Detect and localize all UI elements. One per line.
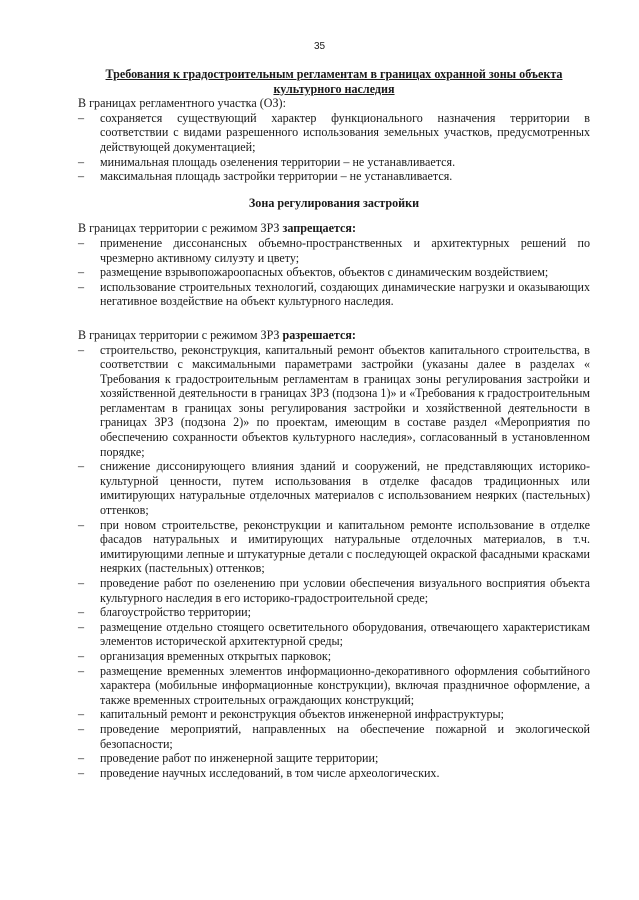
dash-bullet: – <box>78 517 85 532</box>
dash-bullet: – <box>78 619 85 634</box>
dash-bullet: – <box>78 235 85 250</box>
list-item: – размещение отдельно стоящего осветительного оборудования, отвечающего характеристикам элементов исторической архитектурной среды; <box>78 619 590 649</box>
dash-bullet: – <box>78 721 85 736</box>
dash-bullet: – <box>78 751 85 766</box>
allowed-list <box>78 343 590 781</box>
dash-bullet: – <box>78 265 85 280</box>
list-item: – строительство, реконструкция, капитальный ремонт объектов капитального строительства, в соответствии с максимальными параметрами застройки (указаны далее в разделах « Требования к градостроительным регламентам в границах зоны регулирования застройки и хозяйственной деятельности в границах ЗРЗ (подзона 1)» и «Требования к градостроительным регламентам в границах зоны регулирования застройки и хозяйственной деятельности в границах ЗРЗ (подзона 2)» по проектам, имеющим в составе раздел «Мероприятия по обеспечению сохранности объектов культурного наследия», согласованный в установленном порядке; <box>78 342 590 459</box>
list-item: – использование строительных технологий, создающих динамические нагрузки и оказывающих негативное воздействие на объект культурного наследия. <box>78 279 590 309</box>
list-item: – сохраняется существующий характер функционального назначения территории в соответствии с видами разрешенного использования земельных участков, предусмотренных действующей документацией; <box>78 110 590 154</box>
zone-heading: Зона регулирования застройки <box>248 195 420 210</box>
dash-bullet: – <box>78 169 85 184</box>
dash-bullet: – <box>78 459 85 474</box>
prohibited-intro: В границах территории с режимом ЗРЗ запрещается: <box>78 221 356 236</box>
list-item: – при новом строительстве, реконструкции и капитальном ремонте использование в отделке фасадов натуральных и имитирующих натуральные отделочных материалов, в т.ч. имитирующими лепные и штукатурные детали с последующей окраской фасадными красками неярких (пастельных) оттенков; <box>78 517 590 576</box>
list-item: – минимальная площадь озеленения территории – не устанавливается. <box>78 154 456 169</box>
list-item: – размещение временных элементов информационно-декоративного оформления событийного характера (мобильные информационные конструкции), включая праздничное оформление, а также временных строительных ограждающих конструкций; <box>78 663 590 707</box>
list-item: – проведение мероприятий, направленных на обеспечение пожарной и экологической безопасности; <box>78 721 590 751</box>
allowed-intro: В границах территории с режимом ЗРЗ разрешается: <box>78 327 356 342</box>
oz-requirements-list <box>78 111 590 184</box>
list-item: – организация временных открытых парковок; <box>78 648 332 663</box>
list-item: – размещение взрывопожароопасных объектов, объектов с динамическим воздействием; <box>78 265 549 280</box>
dash-bullet: – <box>78 605 85 620</box>
list-item: – благоустройство территории; <box>78 605 252 620</box>
dash-bullet: – <box>78 663 85 678</box>
allowed-keyword: разрешается: <box>282 327 356 342</box>
list-item: – снижение диссонирующего влияния зданий и сооружений, не представляющих историко-культурной ценности, путем использования в отделке фасадов традиционных или имитирующих натуральные отделочных материалов с использованием неярких (пастельных) оттенков; <box>78 459 590 518</box>
list-item: – проведение научных исследований, в том числе археологических. <box>78 765 440 780</box>
list-item: – капитальный ремонт и реконструкция объектов инженерной инфраструктуры; <box>78 707 505 722</box>
dash-bullet: – <box>78 576 85 590</box>
list-item: – максимальная площадь застройки территории – не устанавливается. <box>78 169 453 184</box>
dash-bullet: – <box>78 765 85 780</box>
oz-intro: В границах регламентного участка (ОЗ): <box>78 96 286 111</box>
dash-bullet: – <box>78 648 85 663</box>
list-item: – применение диссонансных объемно-пространственных и архитектурных решений по чрезмерно активному силуэту и цвету; <box>78 235 590 265</box>
dash-bullet: – <box>78 110 85 125</box>
dash-bullet: – <box>78 279 85 294</box>
page-number: 35 <box>313 41 326 52</box>
prohibited-list <box>78 236 590 309</box>
prohibited-keyword: запрещается: <box>282 221 356 236</box>
document-title: Требования к градостроительным регламентам в границах охранной зоны объекта культурного наследия <box>105 67 563 96</box>
document-body <box>78 67 590 780</box>
dash-bullet: – <box>78 154 85 169</box>
list-item: – проведение работ по инженерной защите территории; <box>78 751 379 766</box>
list-item: – проведение работ по озеленению при условии обеспечения визуального восприятия объекта культурного наследия в его историко-градостроительной среде; <box>78 576 590 605</box>
dash-bullet: – <box>78 342 85 357</box>
dash-bullet: – <box>78 707 85 722</box>
